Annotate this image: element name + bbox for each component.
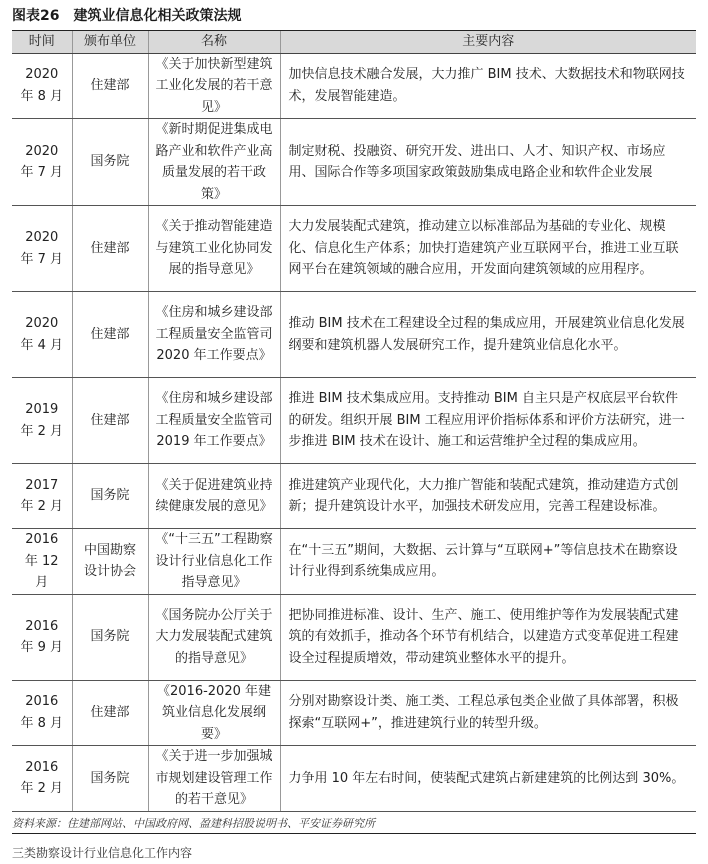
cell-dept: 国务院 bbox=[72, 746, 148, 812]
cell-content: 加快信息技术融合发展，大力推广 BIM 技术、大数据技术和物联网技术，发展智能建造。 bbox=[280, 53, 696, 119]
header-dept: 颁布单位 bbox=[72, 31, 148, 53]
cell-dept: 住建部 bbox=[72, 292, 148, 378]
cell-content: 推进 BIM 技术集成应用。支持推动 BIM 自主只是产权底层平台软件的研发。组织开展 BIM 工程应用评价指标体系和评价方法研究，进一步推进 BIM 技术在设计、施工和运营维护全过程的集成应用。 bbox=[280, 378, 696, 464]
cell-content: 推进建筑产业现代化，大力推广智能和装配式建筑，推动建造方式创新；提升建筑设计水平，加强技术研发应用，完善工程建设标准。 bbox=[280, 464, 696, 529]
cell-time: 2016 年 2 月 bbox=[12, 746, 72, 812]
cell-content: 制定财税、投融资、研究开发、进出口、人才、知识产权、市场应用、国际合作等多项国家政策鼓励集成电路企业和软件企业发展 bbox=[280, 119, 696, 206]
cell-name: 《2016-2020 年建筑业信息化发展纲要》 bbox=[148, 680, 280, 746]
table-row bbox=[12, 594, 696, 680]
cell-time: 2017 年 2 月 bbox=[12, 464, 72, 529]
table-row bbox=[12, 464, 696, 529]
cell-content: 在“十三五”期间，大数据、云计算与“互联网+”等信息技术在勘察设计行业得到系统集成应用。 bbox=[280, 529, 696, 595]
cell-dept: 国务院 bbox=[72, 594, 148, 680]
figure bbox=[12, 0, 696, 861]
cell-dept: 国务院 bbox=[72, 464, 148, 529]
table-row bbox=[12, 206, 696, 292]
cell-dept: 住建部 bbox=[72, 53, 148, 119]
table-row bbox=[12, 529, 696, 595]
cell-content: 分别对勘察设计类、施工类、工程总承包类企业做了具体部署，积极探索“互联网+”，推进建筑行业的转型升级。 bbox=[280, 680, 696, 746]
figure-label: 图表26 bbox=[12, 8, 60, 24]
cell-time: 2016 年 12 月 bbox=[12, 529, 72, 595]
cell-content: 把协同推进标准、设计、生产、施工、使用维护等作为发展装配式建筑的有效抓手，推动各个环节有机结合，以建造方式变革促进工程建设全过程提质增效，带动建筑业整体水平的提升。 bbox=[280, 594, 696, 680]
cell-name: 《关于加快新型建筑工业化发展的若干意见》 bbox=[148, 53, 280, 119]
figure-title: 建筑业信息化相关政策法规 bbox=[73, 8, 242, 24]
cell-name: 《“十三五”工程勘察设计行业信息化工作指导意见》 bbox=[148, 529, 280, 595]
cell-name: 《住房和城乡建设部工程质量安全监管司 2019 年工作要点》 bbox=[148, 378, 280, 464]
cell-time: 2019 年 2 月 bbox=[12, 378, 72, 464]
cell-time: 2016 年 8 月 bbox=[12, 680, 72, 746]
figure-header bbox=[12, 0, 696, 31]
table-row bbox=[12, 680, 696, 746]
following-text: 三类勘察设计行业信息化工作内容 bbox=[12, 845, 193, 860]
source-note: 资料来源：住建部网站、中国政府网、盈建科招股说明书、平安证券研究所 bbox=[12, 815, 696, 834]
cell-dept: 住建部 bbox=[72, 378, 148, 464]
header-content: 主要内容 bbox=[280, 31, 696, 53]
table-row bbox=[12, 378, 696, 464]
table-row bbox=[12, 746, 696, 812]
cell-name: 《国务院办公厅关于大力发展装配式建筑的指导意见》 bbox=[148, 594, 280, 680]
header-time: 时间 bbox=[12, 31, 72, 53]
cell-name: 《关于推动智能建造与建筑工业化协同发展的指导意见》 bbox=[148, 206, 280, 292]
cell-time: 2020 年 8 月 bbox=[12, 53, 72, 119]
table-row bbox=[12, 292, 696, 378]
cell-time: 2016 年 9 月 bbox=[12, 594, 72, 680]
cell-time: 2020 年 4 月 bbox=[12, 292, 72, 378]
cell-dept: 住建部 bbox=[72, 680, 148, 746]
cell-dept: 国务院 bbox=[72, 119, 148, 206]
policy-table bbox=[12, 31, 696, 812]
cell-content: 力争用 10 年左右时间，使装配式建筑占新建建筑的比例达到 30%。 bbox=[280, 746, 696, 812]
cell-time: 2020 年 7 月 bbox=[12, 206, 72, 292]
cell-dept: 中国勘察 设计协会 bbox=[72, 529, 148, 595]
table-row bbox=[12, 119, 696, 206]
cell-name: 《住房和城乡建设部工程质量安全监管司 2020 年工作要点》 bbox=[148, 292, 280, 378]
cell-name: 《关于进一步加强城市规划建设管理工作的若干意见》 bbox=[148, 746, 280, 812]
header-name: 名称 bbox=[148, 31, 280, 53]
cell-name: 《关于促进建筑业持续健康发展的意见》 bbox=[148, 464, 280, 529]
cell-content: 大力发展装配式建筑，推动建立以标准部品为基础的专业化、规模化、信息化生产体系；加快打造建筑产业互联网平台，推进工业互联网平台在建筑领域的融合应用，开发面向建筑领域的应用程序。 bbox=[280, 206, 696, 292]
cell-dept: 住建部 bbox=[72, 206, 148, 292]
cell-name: 《新时期促进集成电路产业和软件产业高质量发展的若干政策》 bbox=[148, 119, 280, 206]
table-row bbox=[12, 53, 696, 119]
cell-time: 2020 年 7 月 bbox=[12, 119, 72, 206]
cell-content: 推动 BIM 技术在工程建设全过程的集成应用，开展建筑业信息化发展纲要和建筑机器人发展研究工作，提升建筑业信息化水平。 bbox=[280, 292, 696, 378]
table-header-row bbox=[12, 31, 696, 53]
table-body bbox=[12, 53, 696, 811]
